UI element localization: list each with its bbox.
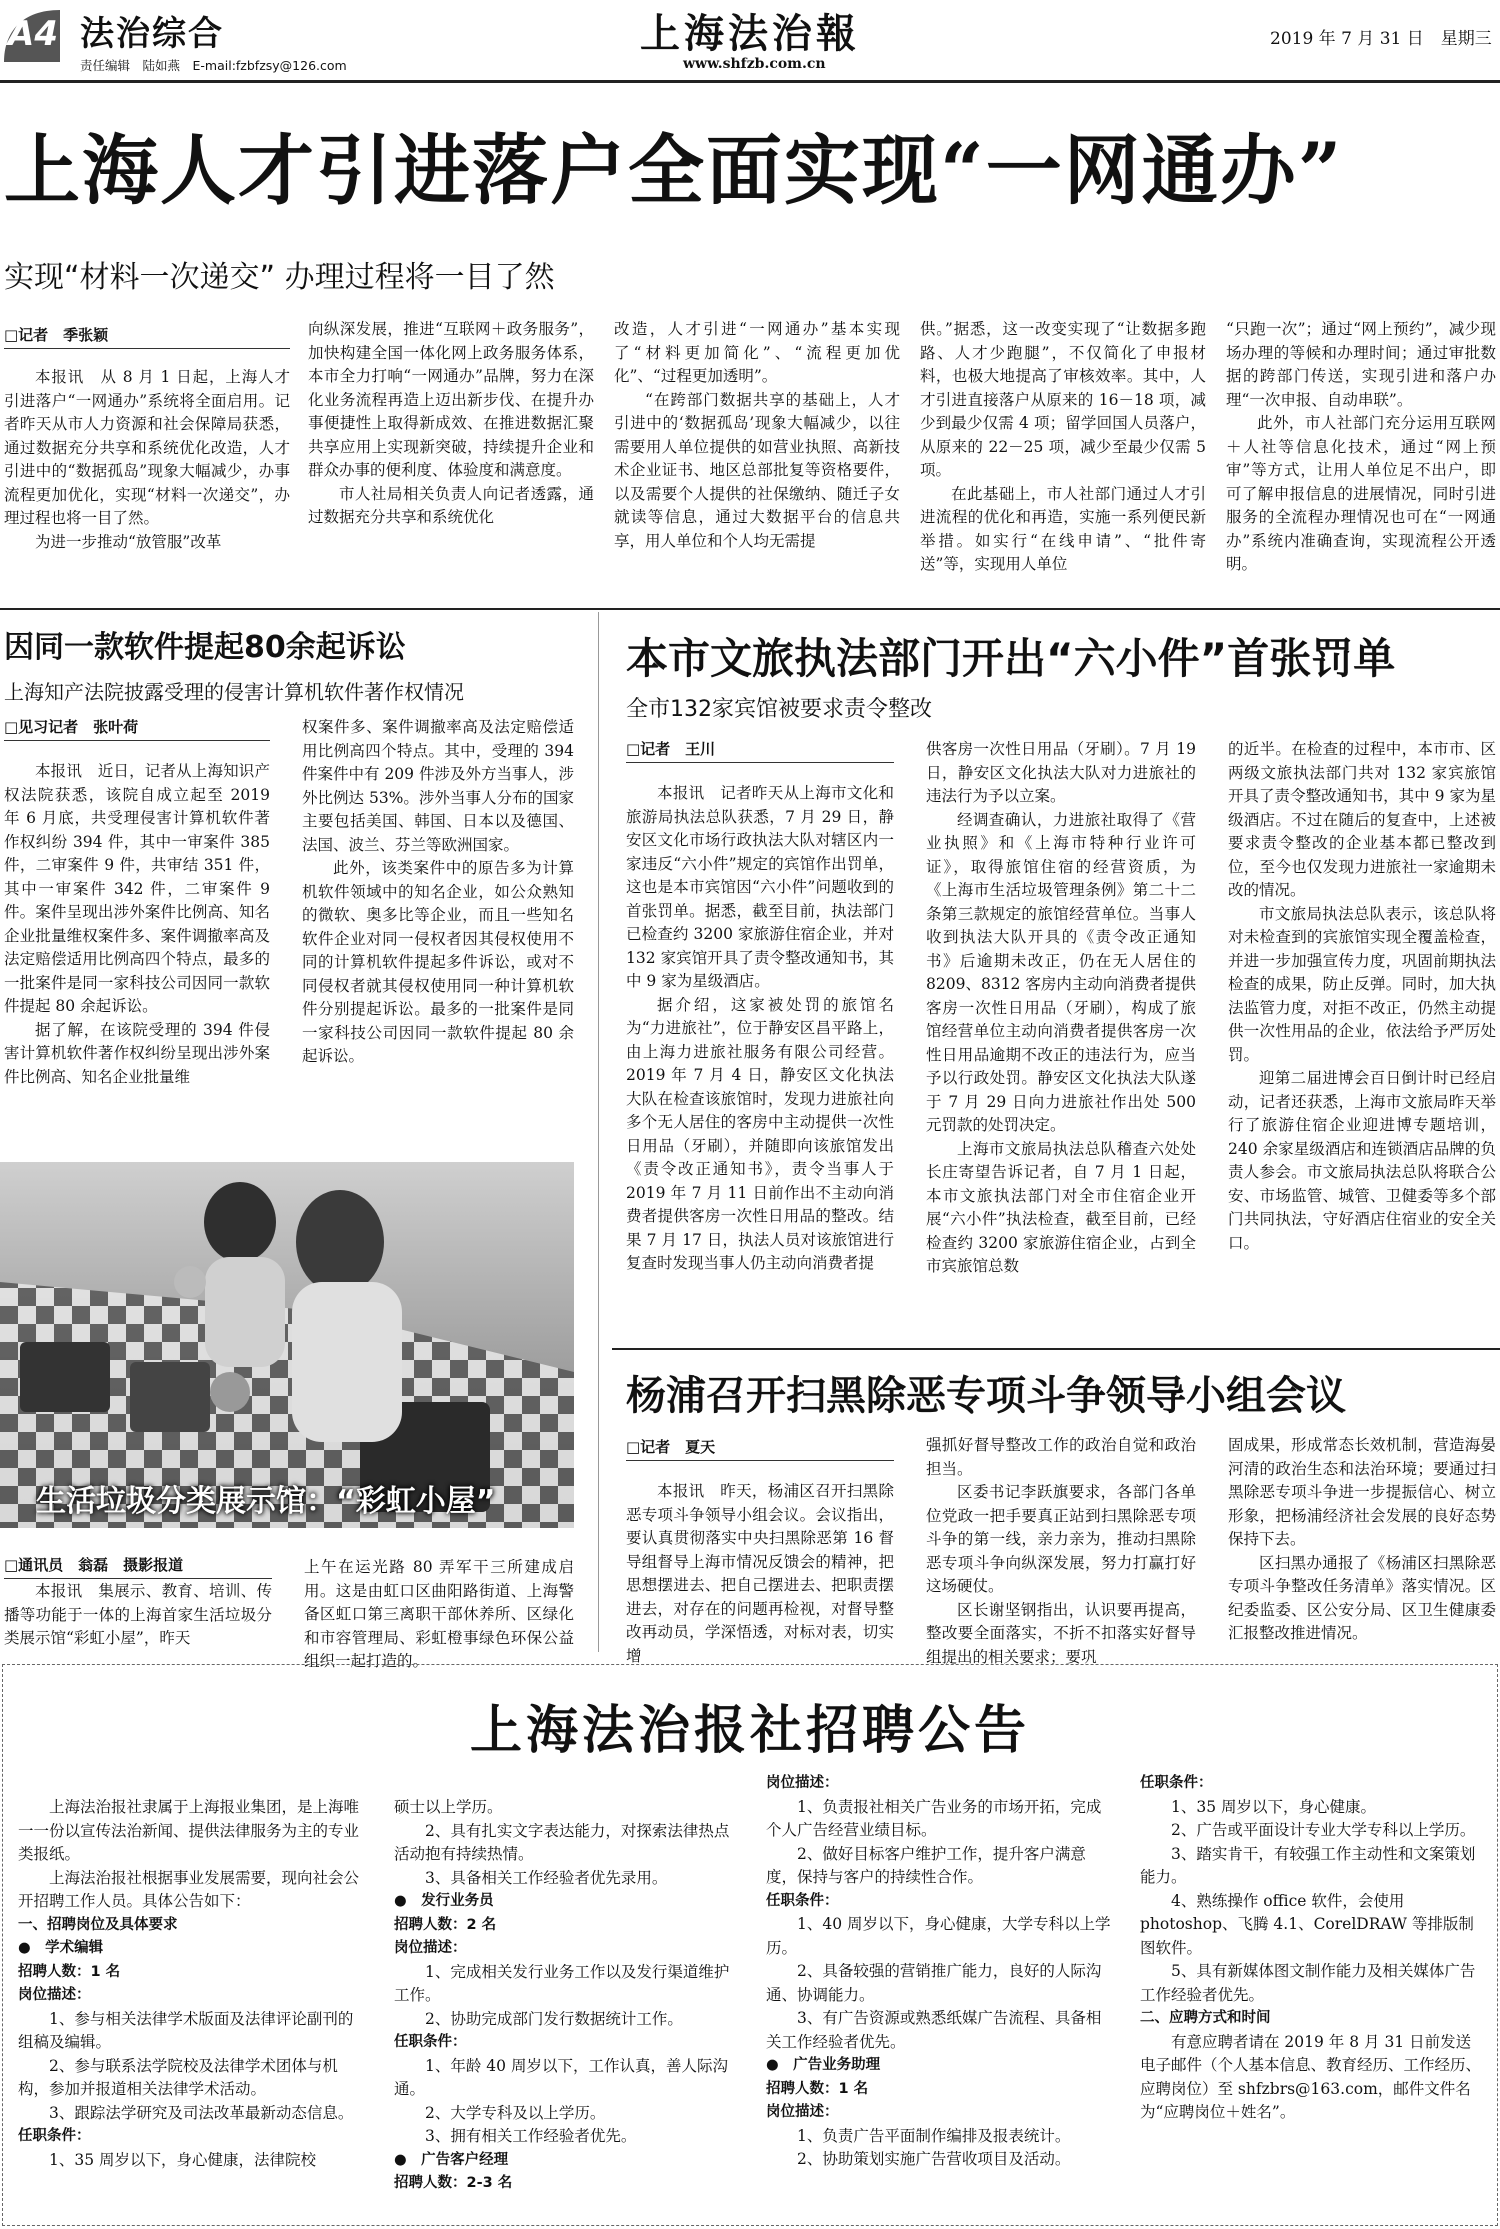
recruitment-line: 3、拥有相关工作经验者优先。 xyxy=(425,2127,637,2145)
lead-column-1 xyxy=(4,366,290,596)
recruitment-line: 任职条件： xyxy=(394,2034,467,2050)
paragraph: 固成果，形成常态长效机制，营造海晏河清的政治生态和法治环境；要通过扫黑除恶专项斗争进一步提振信心、树立形象，把杨浦经济社会发展的良好态势保持下去。 xyxy=(1228,1436,1496,1548)
yangpu-column-1 xyxy=(626,1480,894,1665)
recruitment-line: 上海法治报社根据事业发展需要，现向社会公开招聘工作人员。具体公告如下： xyxy=(18,1868,360,1910)
photo-column-1 xyxy=(4,1580,272,1652)
lead-column-5 xyxy=(1226,318,1496,596)
paragraph: 上午在运光路 80 弄军干三所建成启用。这是由虹口区曲阳路街道、上海警备区虹口第三离职干部休养所、区绿化和市容管理局、彩虹橙事绿色环保公益组织一起打造的。 xyxy=(304,1558,574,1670)
column-divider xyxy=(598,612,599,1652)
recruitment-line: 1、负责报社相关广告业务的市场开拓，完成个人广告经营业绩目标。 xyxy=(766,1797,1102,1839)
paragraph: 迎第二届进博会百日倒计时已经启动，记者还获悉，上海市文旅局昨天举行了旅游住宿企业迎进博专题培训，240 余家星级酒店和连锁酒店品牌的负责人参会。市文旅局执法总队将联合公安、市场监管、城管、卫健委等多个部门共同执法，守好酒店住宿业的安全关口。 xyxy=(1228,1069,1496,1252)
recruitment-line: ● 发行业务员 xyxy=(394,1893,494,1909)
recruitment-column-4 xyxy=(1140,1772,1484,2216)
recruitment-line: 任职条件： xyxy=(766,1892,839,1909)
issue-date: 2019 年 7 月 31 日 星期三 xyxy=(1270,29,1492,49)
paragraph: 市人社局相关负责人向记者透露，通过数据充分共享和系统优化 xyxy=(308,484,594,526)
section-divider xyxy=(612,1348,1500,1350)
recruitment-line: 招聘人数：1 名 xyxy=(766,2080,869,2097)
photo-image xyxy=(0,1162,574,1528)
recruitment-line: ● 广告客户经理 xyxy=(394,2151,509,2168)
recruitment-line: 二、应聘方式和时间 xyxy=(1140,2010,1271,2026)
photo-caption: 生活垃圾分类展示馆：“彩虹小屋” xyxy=(36,1484,496,1519)
culture-byline: □记者 王川 xyxy=(626,738,894,763)
software-byline: □见习记者 张叶荷 xyxy=(4,716,270,741)
lead-byline: □记者 季张颖 xyxy=(4,324,290,349)
section-divider xyxy=(0,608,1500,610)
software-subhead: 上海知产法院披露受理的侵害计算机软件著作权情况 xyxy=(4,680,464,704)
page-number: A4 xyxy=(8,14,58,54)
paragraph: 市文旅局执法总队表示，该总队将对未检查到的宾旅馆实现全覆盖检查，并进一步加强宣传力度，巩固前期执法检查的成果，防止反弹。同时，加大执法监管力度，对拒不改正，仍然主动提供一次性用品的企业，依法给予严厉处罚。 xyxy=(1228,904,1496,1064)
recruitment-line: 岗位描述： xyxy=(766,1775,839,1791)
culture-headline: 本市文旅执法部门开出“六小件”首张罚单 xyxy=(626,634,1396,683)
paragraph: 上海市文旅局执法总队稽查六处处长庄寄望告诉记者，自 7 月 1 日起，本市文旅执法部门对全市住宿企业开展“六小件”执法检查，截至目前，已经检查约 3200 家旅游住宿企业，占到全市宾旅馆总数 xyxy=(926,1139,1196,1275)
recruitment-line: 招聘人数：2 名 xyxy=(394,1916,497,1933)
recruitment-line: ● 广告业务助理 xyxy=(766,2057,881,2073)
recruitment-line: 3、具备相关工作经验者优先录用。 xyxy=(425,1868,668,1887)
paragraph: 此外，该类案件中的原告多为计算机软件领域中的知名企业，如公众熟知的微软、奥多比等企业，而且一些知名软件企业对同一侵权者因其侵权使用不同的计算机软件提起多件诉讼，或对不同侵权者就其侵权使用同一种计算机软件分别提起诉讼。最多的一批案件是同一家科技公司因同一款软件提起 80 余起诉讼。 xyxy=(302,859,574,1065)
recruitment-line: 3、踏实肯干，有较强工作主动性和文案策划能力。 xyxy=(1140,1844,1476,1886)
photo-rainbow-house xyxy=(0,1162,574,1528)
recruitment-line: 1、35 周岁以下，身心健康，法律院校 xyxy=(49,2150,317,2169)
paragraph: “只跑一次”；通过“网上预约”，减少现场办理的等候和办理时间；通过审批数据的跨部门传送，实现引进和落户办理“一次申报、自动串联”。 xyxy=(1226,320,1496,409)
recruitment-line: 3、有广告资源或熟悉纸媒广告流程、具备相关工作经验者优先。 xyxy=(766,2009,1102,2051)
paragraph: 本报讯 记者昨天从上海市文化和旅游局执法总队获悉，7 月 29 日，静安区文化市场行政执法大队对辖区内一家违反“六小件”规定的宾馆作出罚单，这也是本市宾馆因“六小件”问题收到的首张罚单。据悉，截至目前，执法部门已检查约 3200 家旅游住宿企业，并对 132 家宾馆开具了责令整改通知书，其中 9 家为星级酒店。 xyxy=(626,784,894,990)
paragraph: 向纵深发展，推进“互联网＋政务服务”，加快构建全国一体化网上政务服务体系，本市全力打响“一网通办”品牌，努力在深化业务流程再造上迈出新步伐、在提升办事便捷性上取得新成效、在推进数据汇聚共享应用上实现新突破，持续提升企业和群众办事的便利度、体验度和满意度。 xyxy=(308,320,594,479)
paragraph: 改造，人才引进“一网通办”基本实现了“材料更加简化”、“流程更加优化”、“过程更加透明”。 xyxy=(614,320,900,385)
recruitment-line: 2、具有扎实文字表达能力，对探索法律热点活动抱有持续热情。 xyxy=(394,1821,730,1863)
recruitment-column-1 xyxy=(18,1796,368,2216)
paragraph: 本报讯 从 8 月 1 日起，上海人才引进落户“一网通办”系统将全面启用。记者昨天从市人力资源和社会保障局获悉，通过数据充分共享和系统优化改造，人才引进中的“数据孤岛”现象大幅减少，办事流程更加优化，实现“材料一次递交”，办理过程也将一目了然。 xyxy=(4,368,290,527)
recruitment-line: 2、做好目标客户维护工作，提升客户满意度，保持与客户的持续性合作。 xyxy=(766,1844,1086,1886)
paragraph: 强抓好督导整改工作的政治自觉和政治担当。 xyxy=(926,1436,1196,1478)
recruitment-line: 有意应聘者请在 2019 年 8 月 31 日前发送电子邮件（个人基本信息、教育经历、工作经历、应聘岗位）至 shfzbrs@163.com，邮件文件名为“应聘岗位＋姓名”。 xyxy=(1140,2032,1482,2121)
paragraph: 为进一步推动“放管服”改革 xyxy=(35,532,222,551)
recruitment-line: 2、协助完成部门发行数据统计工作。 xyxy=(425,2009,683,2028)
recruitment-line: 1、参与相关法律学术版面及法律评论副刊的组稿及编辑。 xyxy=(18,2009,354,2051)
software-column-2 xyxy=(302,716,574,1160)
recruitment-line: 招聘人数：1 名 xyxy=(18,1963,121,1980)
culture-subhead: 全市132家宾馆被要求责令整改 xyxy=(626,697,932,722)
recruitment-line: 2、协助策划实施广告营收项目及活动。 xyxy=(797,2150,1071,2168)
recruitment-column-3 xyxy=(766,1772,1116,2216)
paragraph: 经调查确认，力进旅社取得了《营业执照》和《上海市特种行业许可证》，取得旅馆住宿的经营资质，为《上海市生活垃圾管理条例》第二十二条第三款规定的旅馆经营单位。当事人收到执法大队开具的《责令改正通知书》后逾期未改正，仍在无人居住的 8209、8312 客房内主动向消费者提供客房一次性日用品（牙刷），构成了旅馆经营单位主动向消费者提供客房一次性日用品逾期不改正的违法行为，应当予以行政处罚。静安区文化执法大队遂于 7 月 29 日向力进旅社作出处 500 元罚款的处罚决定。 xyxy=(926,810,1196,1134)
paragraph: 本报讯 集展示、教育、培训、传播等功能于一体的上海首家生活垃圾分类展示馆“彩虹小屋”，昨天 xyxy=(4,1582,272,1647)
culture-column-2 xyxy=(926,738,1196,1366)
recruitment-line: 硕士以上学历。 xyxy=(394,1798,503,1816)
recruitment-line: 任职条件： xyxy=(1140,1775,1213,1791)
paper-url: www.shfzb.com.cn xyxy=(683,56,826,72)
lead-headline: 上海人才引进落户全面实现“一网通办” xyxy=(4,126,1344,215)
recruitment-line: 岗位描述： xyxy=(394,1940,467,1956)
paragraph: 区长谢坚钢指出，认识要再提高，整改要全面落实，不折不扣落实好督导组提出的相关要求；要巩 xyxy=(926,1600,1196,1666)
section-name: 法治综合 xyxy=(80,14,224,54)
recruitment-title: 上海法治报社招聘公告 xyxy=(469,1700,1030,1761)
culture-column-1 xyxy=(626,782,894,1366)
paragraph: 区扫黑办通报了《杨浦区扫黑除恶专项斗争整改任务清单》落实情况。区纪委监委、区公安分局、区卫生健康委汇报整改推进情况。 xyxy=(1228,1553,1496,1642)
paragraph: 供。”据悉，这一改变实现了“让数据多跑路、人才少跑腿”，不仅简化了申报材料，也极大地提高了审核效率。其中，人才引进直接落户从原来的 16－18 项，减少到最少仅需 4 项；留学回国人员落户，从原来的 22－25 项，减少至最少仅需 5 项。 xyxy=(920,320,1206,479)
paragraph: 本报讯 近日，记者从上海知识产权法院获悉，该院自成立起至 2019 年 6 月底，共受理侵害计算机软件著作权纠纷 394 件，其中一审案件 385 件，二审案件 9 件，共审结 351 件，其中一审案件 342 件，二审案件 9 件。案件呈现出涉外案件比例高、知名企业批量维权案件多、案件调撤率高及法定赔偿适用比例高四个特点，最多的一批案件是同一家科技公司因同一款软件提起 80 余起诉讼。 xyxy=(4,762,270,1015)
recruitment-line: 招聘人数：2-3 名 xyxy=(394,2175,513,2191)
paragraph: 的近半。在检查的过程中，本市市、区两级文旅执法部门共对 132 家宾旅馆开具了责令整改通知书，其中 9 家为星级酒店。不过在随后的复查中，上述被要求责令整改的企业基本都已整改到位，至今也仅发现力进旅社一家逾期未改的情况。 xyxy=(1228,740,1496,899)
paragraph: 在此基础上，市人社部门通过人才引进流程的优化和再造，实施一系列便民新举措。如实行“在线申请”、“批件寄送”等，实现用人单位 xyxy=(920,484,1206,573)
paragraph: 本报讯 昨天，杨浦区召开扫黑除恶专项斗争领导小组会议。会议指出，要认真贯彻落实中央扫黑除恶第 16 督导组督导上海市情况反馈会的精神，把思想摆进去、把自己摆进去、把职责摆进去，对存在的问题再检视，对督导整改再动员，学深悟透，对标对表，切实增 xyxy=(626,1482,894,1665)
recruitment-column-2 xyxy=(394,1796,742,2216)
lead-column-4 xyxy=(920,318,1206,596)
recruitment-line: 一、招聘岗位及具体要求 xyxy=(18,1916,178,1933)
recruitment-line: 5、具有新媒体图文制作能力及相关媒体广告工作经验者优先。 xyxy=(1140,1962,1476,2004)
yangpu-byline: □记者 夏天 xyxy=(626,1436,894,1461)
paragraph: 权案件多、案件调撤率高及法定赔偿适用比例高四个特点。其中，受理的 394 件案件中有 209 件涉及外方当事人，涉外比例达 53%。涉外当事人分布的国家主要包括美国、韩国、日本以及德国、法国、波兰、芬兰等欧洲国家。 xyxy=(302,718,574,854)
editor-line: 责任编辑 陆如燕 E-mail:fzbfzsy@126.com xyxy=(80,58,347,73)
recruitment-line: 1、完成相关发行业务工作以及发行渠道维护工作。 xyxy=(394,1962,730,2004)
photo-byline: □通讯员 翁磊 摄影报道 xyxy=(4,1554,272,1579)
recruitment-line: 1、35 周岁以下，身心健康。 xyxy=(1171,1797,1377,1816)
recruitment-line: 2、大学专科及以上学历。 xyxy=(425,2103,606,2122)
culture-column-3 xyxy=(1228,738,1496,1366)
photo-column-2 xyxy=(304,1556,574,1670)
software-headline: 因同一款软件提起80余起诉讼 xyxy=(4,630,406,665)
paragraph: 供客房一次性日用品（牙刷）。7 月 19 日，静安区文化执法大队对力进旅社的违法行为予以立案。 xyxy=(926,740,1196,805)
software-column-1 xyxy=(4,760,270,1160)
paper-name: 上海法治報 xyxy=(640,10,860,57)
recruitment-line: 上海法治报社隶属于上海报业集团，是上海唯一一份以宣传法治新闻、提供法律服务为主的专业类报纸。 xyxy=(18,1798,360,1863)
yangpu-headline: 杨浦召开扫黑除恶专项斗争领导小组会议 xyxy=(626,1373,1346,1419)
lead-column-3 xyxy=(614,318,900,596)
recruitment-line: 2、参与联系法学院校及法律学术团体与机构，参加并报道相关法律学术活动。 xyxy=(18,2056,338,2098)
recruitment-line: 1、年龄 40 周岁以下，工作认真，善人际沟通。 xyxy=(394,2056,728,2098)
paragraph: 据了解，在该院受理的 394 件侵害计算机软件著作权纠纷呈现出涉外案件比例高、知名企业批量维 xyxy=(4,1020,270,1086)
paragraph: 据介绍，这家被处罚的旅馆名为“力进旅社”，位于静安区昌平路上，由上海力进旅社服务有限公司经营。2019 年 7 月 4 日，静安区文化执法大队在检查该旅馆时，发现力进旅社向多个无人居住的客房中主动提供一次性日用品（牙刷），并随即向该旅馆发出《责令改正通知书》，责令当事人于 2019 年 7 月 11 日前作出不主动向消费者提供客房一次性日用品的整改。结果 7 月 17 日，执法人员对该旅馆进行复查时发现当事人仍主动向消费者提 xyxy=(626,995,894,1272)
paragraph: “在跨部门数据共享的基础上，人才引进中的‘数据孤岛’现象大幅减少，以往需要用人单位提供的如营业执照、高新技术企业证书、地区总部批复等资格要件，以及需要个人提供的社保缴纳、随迁子女就读等信息，通过大数据平台的信息共享，用人单位和个人均无需提 xyxy=(614,390,900,550)
recruitment-line: ● 学术编辑 xyxy=(18,1940,104,1956)
recruitment-line: 3、跟踪法学研究及司法改革最新动态信息。 xyxy=(49,2103,354,2122)
recruitment-line: 1、40 周岁以下，身心健康，大学专科以上学历。 xyxy=(766,1915,1111,1957)
paragraph: 区委书记李跃旗要求，各部门各单位党政一把手要真正站到扫黑除恶专项斗争的第一线，亲力亲为，推动扫黑除恶专项斗争向纵深发展，努力打赢打好这场硬仗。 xyxy=(926,1483,1196,1595)
lead-subhead: 实现“材料一次递交” 办理过程将一目了然 xyxy=(4,260,555,295)
masthead-rule xyxy=(0,80,1500,83)
yangpu-column-2 xyxy=(926,1434,1196,1666)
lead-column-2 xyxy=(308,318,594,596)
masthead xyxy=(0,0,1500,80)
paragraph: 此外，市人社部门充分运用互联网＋人社等信息化技术，通过“网上预审”等方式，让用人单位足不出户，即可了解申报信息的进展情况，同时引进服务的全流程办理情况也可在“一网通办”系统内准确查询，实现流程公开透明。 xyxy=(1226,414,1496,573)
recruitment-line: 岗位描述： xyxy=(18,1987,91,2003)
recruitment-line: 1、负责广告平面制作编排及报表统计。 xyxy=(797,2126,1071,2145)
recruitment-line: 岗位描述： xyxy=(766,2104,839,2120)
yangpu-column-3 xyxy=(1228,1434,1496,1652)
recruitment-line: 4、熟练操作 office 软件，会使用 photoshop、飞腾 4.1、CorelDRAW 等排版制图软件。 xyxy=(1140,1891,1474,1957)
recruitment-line: 2、广告或平面设计专业大学专科以上学历。 xyxy=(1171,1821,1476,1839)
recruitment-line: 2、具备较强的营销推广能力，良好的人际沟通、协调能力。 xyxy=(766,1962,1102,2004)
recruitment-line: 任职条件： xyxy=(18,2128,91,2144)
